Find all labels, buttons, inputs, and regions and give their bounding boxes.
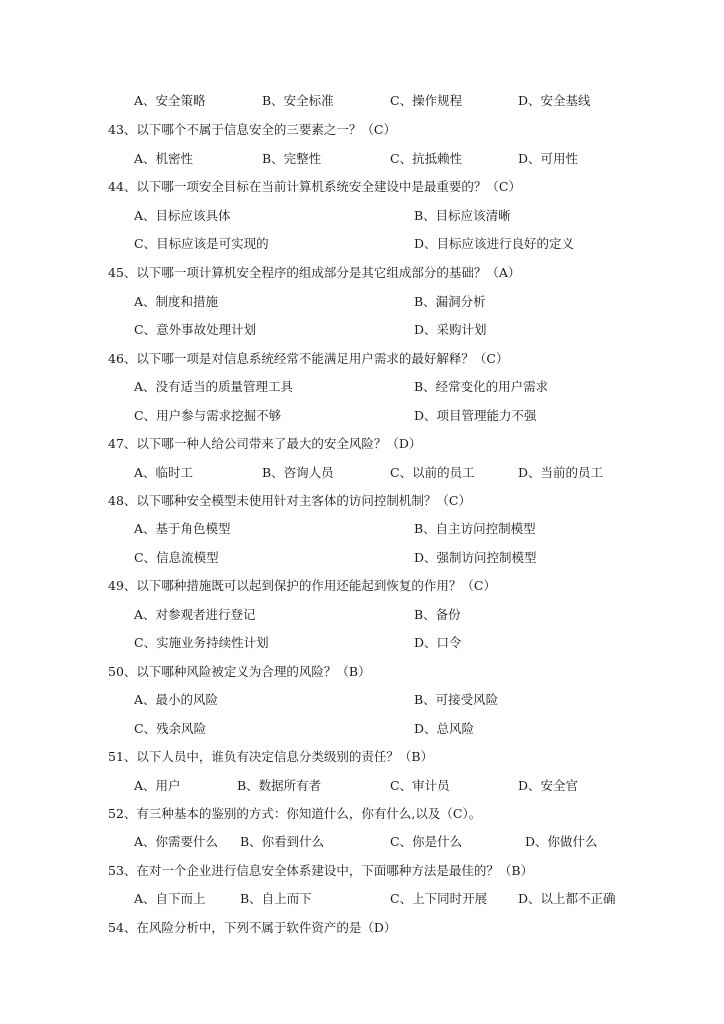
option-d: D、口令 (414, 635, 462, 650)
question-44: 44、以下哪一项安全目标在当前计算机系统安全建设中是最重要的？（C） (108, 179, 521, 194)
question-50: 50、以下哪种风险被定义为合理的风险？（B） (108, 664, 371, 679)
option-b: B、可接受风险 (414, 692, 499, 707)
option-c: C、实施业务持续性计划 (134, 635, 269, 650)
option-b: B、你看到什么 (240, 834, 325, 849)
option-d: D、可用性 (518, 151, 579, 166)
option-b: B、经常变化的用户需求 (414, 379, 549, 394)
option-b: B、安全标准 (262, 93, 334, 108)
question-46: 46、以下哪一项是对信息系统经常不能满足用户需求的最好解释？（C） (108, 351, 509, 366)
option-b: B、目标应该清晰 (414, 208, 511, 223)
option-d: D、目标应该进行良好的定义 (414, 236, 575, 251)
option-b: B、漏洞分析 (414, 294, 486, 309)
option-c: C、以前的员工 (390, 465, 475, 480)
option-a: A、没有适当的质量管理工具 (134, 379, 294, 394)
option-c: C、意外事故处理计划 (134, 322, 257, 337)
option-c: C、抗抵赖性 (390, 151, 463, 166)
question-48: 48、以下哪种安全模型未使用针对主客体的访问控制机制？（C） (108, 493, 471, 508)
question-49: 49、以下哪种措施既可以起到保护的作用还能起到恢复的作用？（C） (108, 578, 496, 593)
option-c: C、用户参与需求挖掘不够 (134, 408, 282, 423)
option-c: C、操作规程 (390, 93, 463, 108)
question-53: 53、在对一个企业进行信息安全体系建设中，下面哪种方法是最佳的？（B） (108, 863, 534, 878)
option-a: A、机密性 (134, 151, 194, 166)
option-a: A、你需要什么 (134, 834, 219, 849)
option-a: A、自下而上 (134, 891, 206, 906)
option-a: A、制度和措施 (134, 294, 219, 309)
question-54: 54、在风险分析中，下列不属于软件资产的是（D） (108, 920, 397, 935)
option-c: C、上下同时开展 (390, 891, 488, 906)
option-b: B、数据所有者 (237, 778, 322, 793)
option-c: C、目标应该是可实现的 (134, 236, 269, 251)
option-d: D、你做什么 (525, 834, 598, 849)
option-a: A、临时工 (134, 465, 194, 480)
option-d: D、强制访问控制模型 (414, 550, 537, 565)
option-d: D、当前的员工 (518, 465, 604, 480)
option-a: A、目标应该具体 (134, 208, 231, 223)
option-c: C、你是什么 (390, 834, 463, 849)
option-c: C、信息流模型 (134, 550, 219, 565)
question-51: 51、以下人员中，谁负有决定信息分类级别的责任？（B） (108, 749, 434, 764)
option-d: D、安全基线 (518, 93, 591, 108)
question-43: 43、以下哪个不属于信息安全的三要素之一？（C） (108, 122, 396, 137)
question-47: 47、以下哪一种人给公司带来了最大的安全风险？（D） (108, 436, 422, 451)
option-d: D、项目管理能力不强 (414, 408, 537, 423)
option-c: C、审计员 (390, 778, 450, 793)
option-b: B、自主访问控制模型 (414, 521, 536, 536)
option-a: A、最小的风险 (134, 692, 219, 707)
option-d: D、安全官 (518, 778, 579, 793)
option-b: B、自上而下 (240, 891, 312, 906)
option-c: C、残余风险 (134, 721, 207, 736)
option-d: D、总风险 (414, 721, 475, 736)
option-d: D、以上都不正确 (518, 891, 616, 906)
option-b: B、咨询人员 (262, 465, 334, 480)
option-b: B、完整性 (262, 151, 322, 166)
question-45: 45、以下哪一项计算机安全程序的组成部分是其它组成部分的基础？（A） (108, 265, 521, 280)
option-d: D、采购计划 (414, 322, 487, 337)
question-52: 52、有三种基本的鉴别的方式：你知道什么，你有什么,以及（C）。 (108, 806, 482, 821)
option-a: A、安全策略 (134, 93, 206, 108)
option-a: A、基于角色模型 (134, 521, 231, 536)
option-a: A、用户 (134, 778, 181, 793)
option-a: A、对参观者进行登记 (134, 607, 256, 622)
option-b: B、备份 (414, 607, 461, 622)
